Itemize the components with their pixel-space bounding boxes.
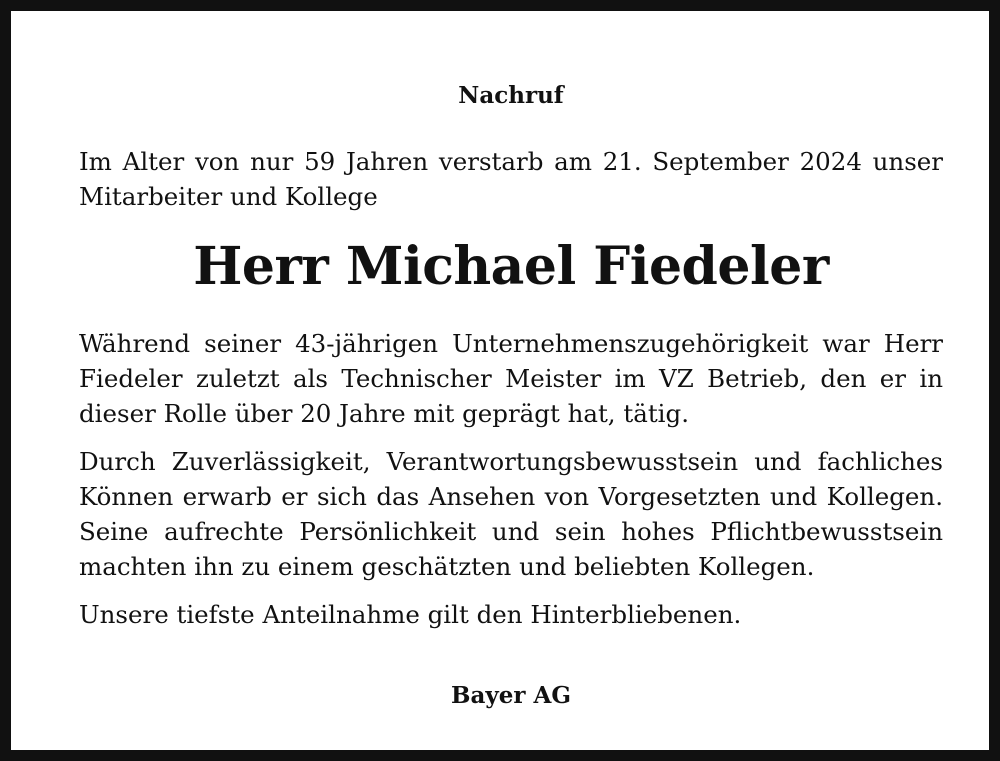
body-paragraph-character: Durch Zuverlässigkeit, Verantwortungsbewusstsein und fachliches Können erwarb er sich das Ansehen von Vorgesetzten und Kollegen. Seine aufrechte Persönlichkeit und sein hohes Pflichtbewusstsein machten ihn zu einem geschätzten und beliebten Kollegen. <box>79 447 943 581</box>
body-paragraph-condolence: Unsere tiefste Anteilnahme gilt den Hinterbliebenen. <box>79 600 742 629</box>
deceased-name: Herr Michael Fiedeler <box>193 236 829 297</box>
intro-paragraph: Im Alter von nur 59 Jahren verstarb am 21. September 2024 unser Mitarbeiter und Kollege <box>79 147 943 211</box>
notice-heading: Nachruf <box>458 82 564 109</box>
company-signature: Bayer AG <box>451 682 571 709</box>
body-paragraph-tenure: Während seiner 43-jährigen Unternehmenszugehörigkeit war Herr Fiedeler zuletzt als Technischer Meister im VZ Betrieb, den er in dieser Rolle über 20 Jahre mit geprägt hat, tätig. <box>79 329 943 428</box>
